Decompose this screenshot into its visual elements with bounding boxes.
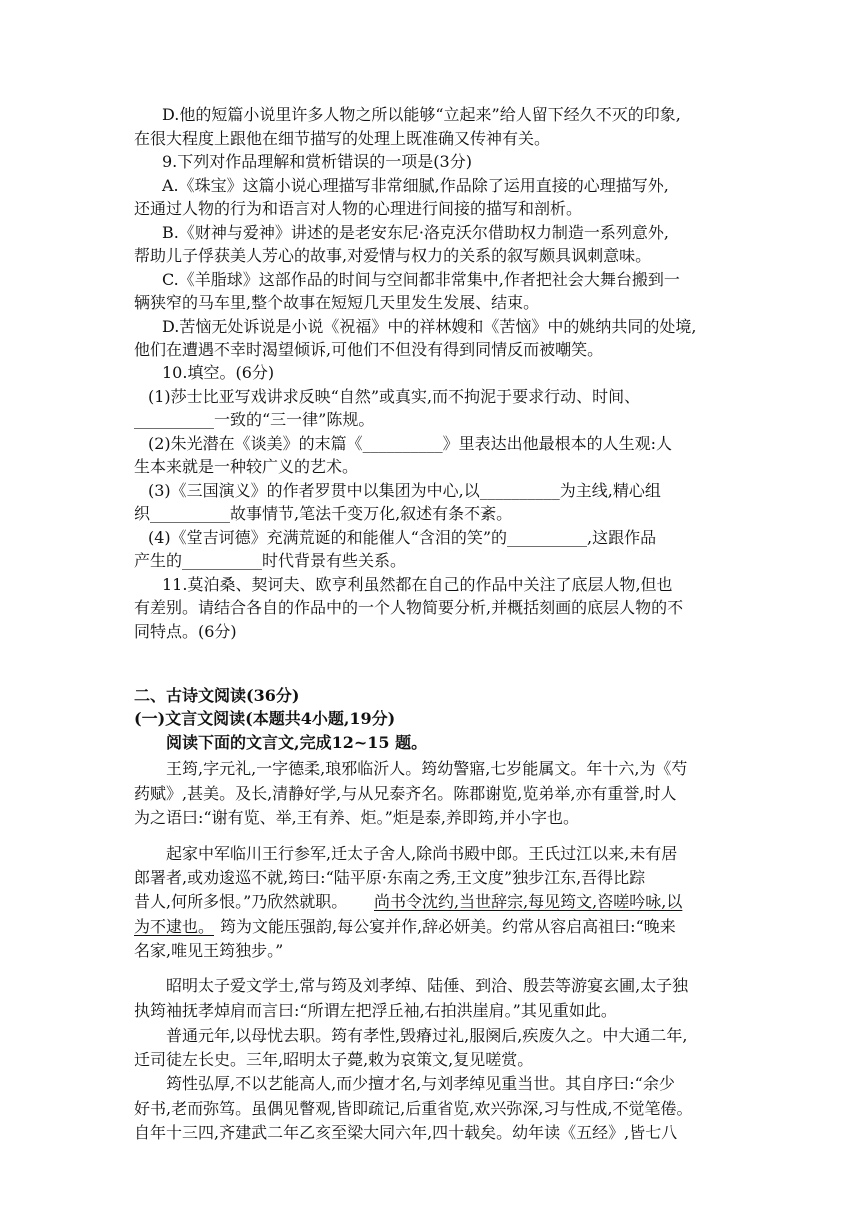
- q10-item2-line2: 生本来就是一种较广义的艺术。: [134, 457, 359, 476]
- q10-item3-line1: (3)《三国演义》的作者罗贯中以集团为中心,以__________为主线,精心组: [148, 481, 661, 500]
- question-9-stem: 9.下列对作品理解和赏析错误的一项是(3分): [162, 152, 472, 171]
- passage-line: 名家,唯见王筠独步。”: [134, 941, 284, 960]
- section-2-subtitle: (一)文言文阅读(本题共4小题,19分): [134, 709, 396, 728]
- passage-line: 郎署者,或劝逡巡不就,筠曰:“陆平原·东南之秀,王文度”独步江东,吾得比踪: [134, 868, 646, 887]
- q10-item4-line2: 产生的__________时代背景有些关系。: [134, 551, 407, 570]
- q9-option-d-line2: 他们在遭遇不幸时渴望倾诉,可他们不但没有得到同情反而被嘲笑。: [134, 340, 604, 359]
- passage-line: 起家中军临川王行参军,迁太子舍人,除尚书殿中郎。王氏过江以来,未有居: [166, 844, 678, 863]
- passage-line: 筠性弘厚,不以艺能高人,而少擅才名,与刘孝绰见重当世。其自序曰:“余少: [166, 1074, 675, 1093]
- passage-line: 为之语曰:“谢有览、举,王有养、炬。”炬是泰,养即筠,并小字也。: [134, 808, 580, 827]
- passage-line: 迁司徒左长史。三年,昭明太子薨,敕为哀策文,复见嗟赏。: [134, 1050, 534, 1069]
- q9-option-b-line2: 帮助儿子俘获美人芳心的故事,对爱情与权力的关系的叙写颇具讽刺意味。: [134, 246, 652, 265]
- q10-item3-line2: 织__________故事情节,笔法千变万化,叙述有条不紊。: [134, 504, 513, 523]
- passage-line: 普通元年,以母忧去职。筠有孝性,毁瘠过礼,服阕后,疾废久之。中大通二年,: [166, 1026, 688, 1045]
- q9-option-d-line1: D.苦恼无处诉说是小说《祝福》中的祥林嫂和《苦恼》中的姚纳共同的处境,: [162, 317, 697, 336]
- q10-item2-line1: (2)朱光潜在《谈美》的末篇《__________》里表达出他最根本的人生观:人: [148, 434, 673, 453]
- question-11-line1: 11.莫泊桑、契诃夫、欧亨利虽然都在自己的作品中关注了底层人物,但也: [162, 575, 673, 594]
- q9-option-a-line2: 还通过人物的行为和语言对人物的心理进行间接的描写和剖析。: [134, 199, 583, 218]
- passage-line: 自年十三四,齐建武二年乙亥至梁大同六年,四十载矣。幼年读《五经》,皆七八: [134, 1123, 678, 1142]
- passage-line: 昔人,何所多恨。”乃欣然就职。: [134, 892, 348, 911]
- q9-option-c-line1: C.《羊脂球》这部作品的时间与空间都非常集中,作者把社会大舞台搬到一: [162, 270, 680, 289]
- option-d-q8-line1: D.他的短篇小说里许多人物之所以能够“立起来”给人留下经久不灭的印象,: [162, 105, 681, 124]
- q9-option-c-line2: 辆狭窄的马车里,整个故事在短短几天里发生发展、结束。: [134, 293, 540, 312]
- underlined-sentence-part2: 为不逮也。: [134, 917, 215, 936]
- passage-line: 筠为文能压强韵,每公宴并作,辞必妍美。约常从容启高祖曰:“晚来: [220, 917, 676, 936]
- underlined-sentence-part1: 尚书令沈约,当世辞宗,每见筠文,咨嗟吟咏,以: [374, 892, 683, 911]
- q9-option-a-line1: A.《珠宝》这篇小说心理描写非常细腻,作品除了运用直接的心理描写外,: [162, 176, 669, 195]
- question-10-stem: 10.填空。(6分): [162, 363, 275, 382]
- q10-item1-line2: __________一致的“三一律”陈规。: [134, 410, 375, 429]
- q10-item4-line1: (4)《堂吉诃德》充满荒诞的和能催人“含泪的笑”的__________,这跟作品: [148, 528, 657, 547]
- passage-line: 药赋》,甚美。及长,清静好学,与从兄泰齐名。陈郡谢览,览弟举,亦有重誉,时人: [134, 784, 677, 803]
- passage-line: 王筠,字元礼,一字德柔,琅邪临沂人。筠幼警寤,七岁能属文。年十六,为《芍: [166, 759, 688, 778]
- passage-line: 执筠袖抚孝焯肩而言曰:“所谓左把浮丘袖,右拍洪崖肩。”其见重如此。: [134, 1001, 617, 1020]
- question-11-line3: 同特点。(6分): [134, 622, 237, 641]
- question-11-line2: 有差别。请结合各自的作品中的一个人物简要分析,并概括刻画的底层人物的不: [134, 598, 684, 617]
- section-2-title: 二、古诗文阅读(36分): [134, 686, 300, 705]
- passage-instruction: 阅读下面的文言文,完成12~15 题。: [166, 733, 428, 752]
- passage-line: 好书,老而弥笃。虽偶见瞥观,皆即疏记,后重省览,欢兴弥深,习与性成,不觉笔倦。: [134, 1099, 693, 1118]
- q10-item1-line1: (1)莎士比亚写戏讲求反映“自然”或真实,而不拘泥于要求行动、时间、: [148, 387, 641, 406]
- option-d-q8-line2: 在很大程度上跟他在细节描写的处理上既准确又传神有关。: [134, 129, 551, 148]
- q9-option-b-line1: B.《财神与爱神》讲述的是老安东尼·洛克沃尔借助权力制造一系列意外,: [162, 223, 670, 242]
- passage-line: 昭明太子爱文学士,常与筠及刘孝绰、陆倕、到洽、殷芸等游宴玄圃,太子独: [166, 976, 689, 995]
